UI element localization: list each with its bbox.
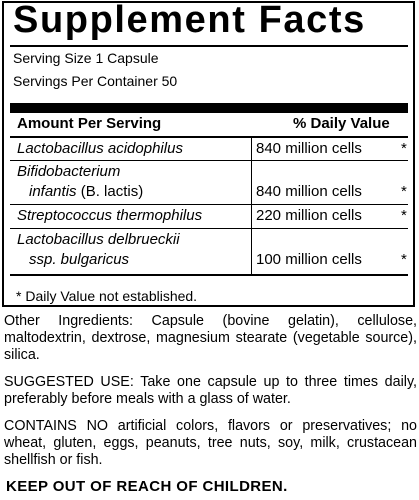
row-divider <box>10 204 408 205</box>
title-rule <box>10 45 408 47</box>
ingredient-amount: 220 million cells <box>256 207 362 224</box>
serving-size: Serving Size 1 Capsule <box>13 50 159 66</box>
keep-out-of-reach-warning: KEEP OUT OF REACH OF CHILDREN. <box>6 478 288 495</box>
daily-value-mark: * <box>401 140 407 157</box>
servings-per-container: Servings Per Container 50 <box>13 73 178 89</box>
ingredient-amount: 840 million cells <box>256 183 362 200</box>
column-divider <box>251 137 252 275</box>
suggested-use: SUGGESTED USE: Take one capsule up to three times daily, preferably before meals with a glass of water. <box>4 374 417 407</box>
row-divider <box>10 228 408 229</box>
header-daily-value: % Daily Value <box>293 115 390 132</box>
supplement-facts-panel <box>2 1 415 307</box>
contains-no: CONTAINS NO artificial colors, flavors or preservatives; no wheat, gluten, eggs, peanuts, tree nuts, soy, milk, crustacean shellfish or fish. <box>4 418 417 468</box>
ingredient-name: Bifidobacterium <box>17 163 121 180</box>
daily-value-mark: * <box>401 251 407 268</box>
ingredient-name-line2: infantis (B. lactis) <box>29 183 144 200</box>
row-divider <box>10 160 408 161</box>
ingredient-name: Lactobacillus acidophilus <box>17 140 183 157</box>
header-amount-per-serving: Amount Per Serving <box>17 115 162 132</box>
daily-value-mark: * <box>401 183 407 200</box>
ingredient-name: Lactobacillus delbrueckii <box>17 231 180 248</box>
daily-value-mark: * <box>401 207 407 224</box>
thick-rule <box>10 103 408 113</box>
other-ingredients: Other Ingredients: Capsule (bovine gelatin), cellulose, maltodextrin, dextrose, magnesium stearate (vegetable source), silica. <box>4 313 417 363</box>
header-rule <box>10 136 408 138</box>
ingredient-amount: 100 million cells <box>256 251 362 268</box>
ingredient-name: Streptococcus thermophilus <box>17 207 203 224</box>
table-bottom-rule <box>10 274 408 276</box>
ingredient-amount: 840 million cells <box>256 140 362 157</box>
daily-value-footnote: * Daily Value not established. <box>16 288 198 304</box>
panel-title: Supplement Facts <box>13 0 366 41</box>
ingredient-name-line2: ssp. bulgaricus <box>29 251 130 268</box>
